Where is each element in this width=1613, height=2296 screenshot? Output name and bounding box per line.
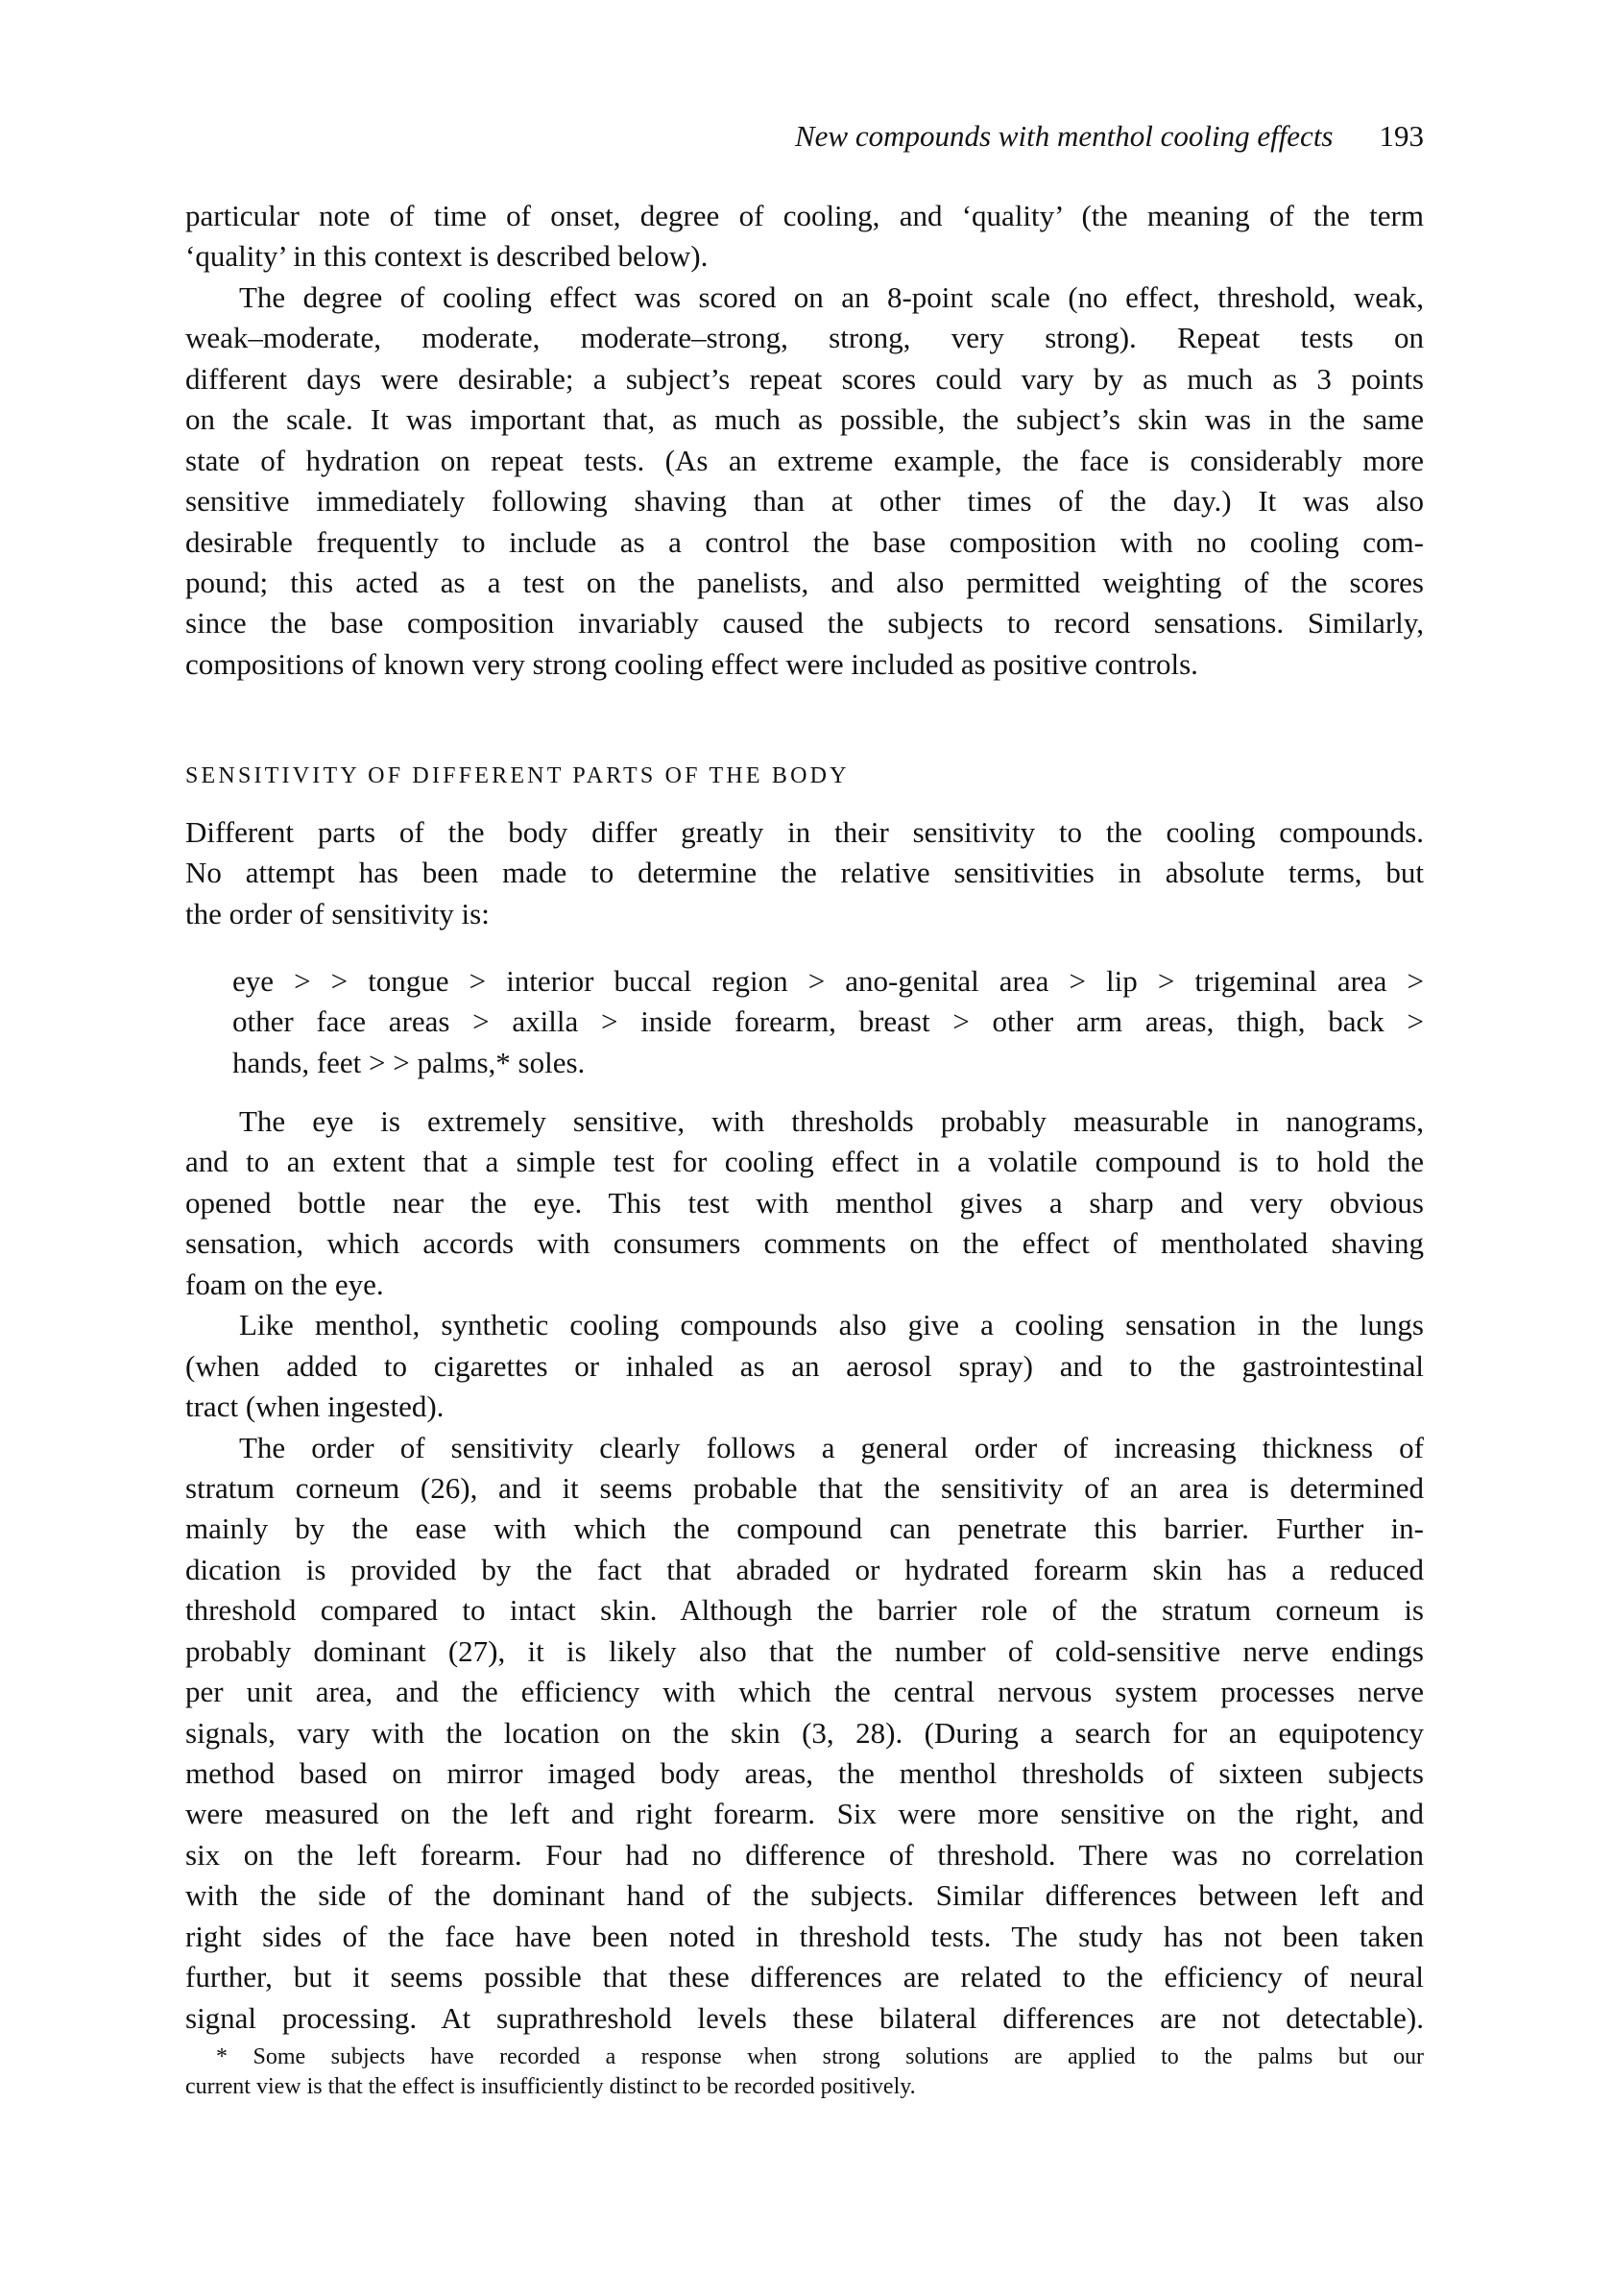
text-line: different days were desirable; a subject’s repeat scores could vary by as much as 3 points — [185, 361, 1424, 396]
text-line: threshold compared to intact skin. Although the barrier role of the stratum corneum is — [185, 1593, 1424, 1628]
text-line: state of hydration on repeat tests. (As an extreme example, the face is considerably more — [185, 443, 1424, 477]
text-line: further, but it seems possible that these differences are related to the efficiency of neural — [185, 1960, 1424, 1994]
text-line: eye > > tongue > interior buccal region > ano-genital area > lip > trigeminal area > — [232, 964, 1424, 998]
text-line: The order of sensitivity clearly follows a general order of increasing thickness of — [239, 1430, 1424, 1464]
text-line: on the scale. It was important that, as much as possible, the subject’s skin was in the same — [185, 402, 1424, 437]
text-line: compositions of known very strong cooling effect were included as positive controls. — [185, 646, 1198, 681]
text-line: per unit area, and the efficiency with which the central nervous system processes nerve — [185, 1675, 1424, 1709]
text-line: the order of sensitivity is: — [185, 896, 490, 930]
text-line: were measured on the left and right forearm. Six were more sensitive on the right, and — [185, 1797, 1424, 1831]
text-line: stratum corneum (26), and it seems probable that the sensitivity of an area is determined — [185, 1470, 1424, 1505]
sensitivity-order-list — [232, 961, 1424, 1083]
text-line: mainly by the ease with which the compound can penetrate this barrier. Further in- — [185, 1511, 1424, 1546]
text-line: Like menthol, synthetic cooling compounds also give a cooling sensation in the lungs — [239, 1308, 1424, 1342]
text-line: No attempt has been made to determine the relative sensitivities in absolute terms, but — [185, 856, 1424, 890]
text-line: The eye is extremely sensitive, with thresholds probably measurable in nanograms, — [239, 1104, 1424, 1138]
text-line: other face areas > axilla > inside forearm, breast > other arm areas, thigh, back > — [232, 1004, 1424, 1039]
text-line: signal processing. At suprathreshold levels these bilateral differences are not detectable). — [185, 2000, 1424, 2035]
running-head — [185, 117, 1424, 156]
text-line: method based on mirror imaged body areas, the menthol thresholds of sixteen subjects — [185, 1756, 1424, 1790]
text-line: and to an extent that a simple test for cooling effect in a volatile compound is to hold the — [185, 1145, 1424, 1179]
text-line: Different parts of the body differ greatly in their sensitivity to the cooling compounds. — [185, 815, 1424, 849]
text-line: dication is provided by the fact that abraded or hydrated forearm skin has a reduced — [185, 1552, 1424, 1586]
text-line: weak–moderate, moderate, moderate–strong, strong, very strong). Repeat tests on — [185, 321, 1424, 355]
text-line: six on the left forearm. Four had no difference of threshold. There was no correlation — [185, 1837, 1424, 1872]
text-line: right sides of the face have been noted in threshold tests. The study has not been taken — [185, 1919, 1424, 1953]
text-line: The degree of cooling effect was scored on an 8-point scale (no effect, threshold, weak, — [239, 279, 1424, 314]
text-line: particular note of time of onset, degree of cooling, and ‘quality’ (the meaning of the term — [185, 199, 1424, 232]
footnote — [185, 2042, 1424, 2102]
text-line: desirable frequently to include as a control the base composition with no cooling com- — [185, 524, 1424, 559]
text-line: since the base composition invariably caused the subjects to record sensations. Similarly, — [185, 606, 1424, 640]
text-line: pound; this acted as a test on the panelists, and also permitted weighting of the scores — [185, 565, 1424, 599]
footnote-line: current view is that the effect is insufficiently distinct to be recorded positively. — [185, 2074, 916, 2099]
paragraph-intro-sensitivity — [185, 812, 1424, 934]
text-line: (when added to cigarettes or inhaled as an aerosol spray) and to the gastrointestinal — [185, 1348, 1424, 1383]
footnote-line: * Some subjects have recorded a response when strong solutions are applied to the palms but our — [216, 2044, 1424, 2069]
text-line: sensation, which accords with consumers comments on the effect of mentholated shaving — [185, 1226, 1424, 1261]
text-line: sensitive immediately following shaving than at other times of the day.) It was also — [185, 484, 1424, 519]
page-number: 193 — [1379, 119, 1424, 153]
text-line: foam on the eye. — [185, 1267, 384, 1301]
text-line: probably dominant (27), it is likely also that the number of cold-sensitive nerve endings — [185, 1633, 1424, 1668]
text-line: hands, feet > > palms,* soles. — [232, 1045, 586, 1079]
text-line: signals, vary with the location on the skin (3, 28). (During a search for an equipotency — [185, 1715, 1424, 1750]
text-line: opened bottle near the eye. This test with menthol gives a sharp and very obvious — [185, 1185, 1424, 1220]
paragraph-scoring-method — [185, 196, 1424, 685]
section-heading: SENSITIVITY OF DIFFERENT PARTS OF THE BODY — [185, 763, 850, 788]
text-line: ‘quality’ in this context is described below). — [185, 239, 709, 274]
paragraph-discussion — [185, 1101, 1424, 2039]
running-head-title: New compounds with menthol cooling effects — [794, 119, 1334, 153]
text-line: with the side of the dominant hand of the subjects. Similar differences between left and — [185, 1878, 1424, 1913]
text-line: tract (when ingested). — [185, 1390, 445, 1424]
